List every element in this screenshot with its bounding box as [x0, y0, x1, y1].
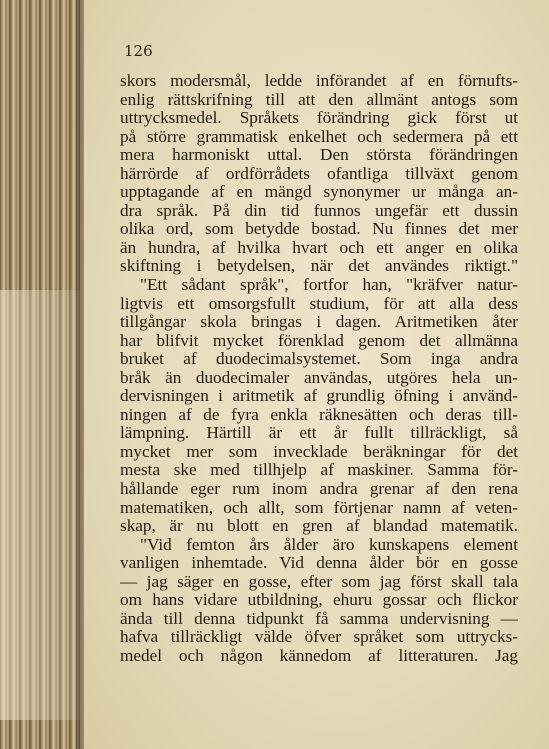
text-line: hafva tillräckligt välde öfver språket som uttrycks- [120, 628, 518, 647]
text-line: — jag säger en gosse, efter som jag först skall tala [120, 572, 518, 591]
text-line: "Ett sådant språk", fortfor han, "kräfver natur- [140, 276, 518, 295]
text-line: vanligen inhemtade. Vid denna ålder bör en gosse [120, 554, 518, 573]
text-line: ligtvis ett omsorgsfullt studium, för att alla dess [120, 294, 518, 313]
text-line: mesta ske med tillhjelp af maskiner. Samma för- [120, 461, 518, 480]
text-line: har blifvit mycket förenklad genom det allmänna [120, 331, 518, 350]
text-line: medel och någon kännedom af litteraturen. Jag [120, 646, 518, 665]
text-line: än hundra, af hvilka hvart och ett anger en olika [120, 238, 518, 257]
text-line: bråk än duodecimaler användas, utgöres hela un- [120, 368, 518, 387]
text-line: härrörde af ordförrådets ofantliga tillväxt genom [120, 164, 518, 183]
text-line: på större grammatisk enkelhet och sedermera på ett [120, 127, 518, 146]
text-line: lämpning. Härtill är ett år fullt tillräckligt, så [120, 424, 518, 443]
text-line: dervisningen i aritmetik af grundlig öfning i använd- [120, 387, 518, 406]
page-number: 126 [124, 42, 153, 60]
text-line: ningen af de fyra enkla räknesätten och deras till- [120, 405, 518, 424]
text-line: om hans vidare utbildning, ehuru gossar och flickor [120, 591, 518, 610]
text-line: "Vid femton års ålder äro kunskapens element [140, 535, 518, 554]
text-line: bruket af duodecimalsystemet. Som inga andra [120, 350, 518, 369]
text-line: uttrycksmedel. Språkets förändring gick först ut [120, 109, 518, 128]
text-line: skiftning i betydelsen, när det användes riktigt." [120, 257, 518, 276]
text-line: hållande eger rum inom andra grenar af den rena [120, 480, 518, 499]
text-line: olika ord, som betydde bostad. Nu finnes det mer [120, 220, 518, 239]
text-line: upptagande af en mängd synonymer ur många an- [120, 183, 518, 202]
text-line: tillgångar skola bringas i dagen. Aritmetiken åter [120, 313, 518, 332]
text-line: dra språk. På din tid funnos ungefär ett dussin [120, 201, 518, 220]
text-line: mera harmoniskt uttal. Den största förändringen [120, 146, 518, 165]
page-text-block [120, 42, 518, 666]
text-line: ända till denna tidpunkt få samma undervisning — [120, 609, 518, 628]
text-line: enlig rättskrifning till att den allmänt antogs som [120, 90, 518, 109]
text-line: skors modersmål, ledde införandet af en förnufts- [120, 72, 518, 90]
text-line: mycket mer som invecklade beräkningar för det [120, 442, 518, 461]
book-page [84, 0, 549, 749]
text-line: matematiken, och allt, som förtjenar namn af veten- [120, 498, 518, 517]
book-fore-edge [0, 0, 80, 749]
text-line: skap, är nu blott en gren af blandad matematik. [120, 517, 518, 536]
